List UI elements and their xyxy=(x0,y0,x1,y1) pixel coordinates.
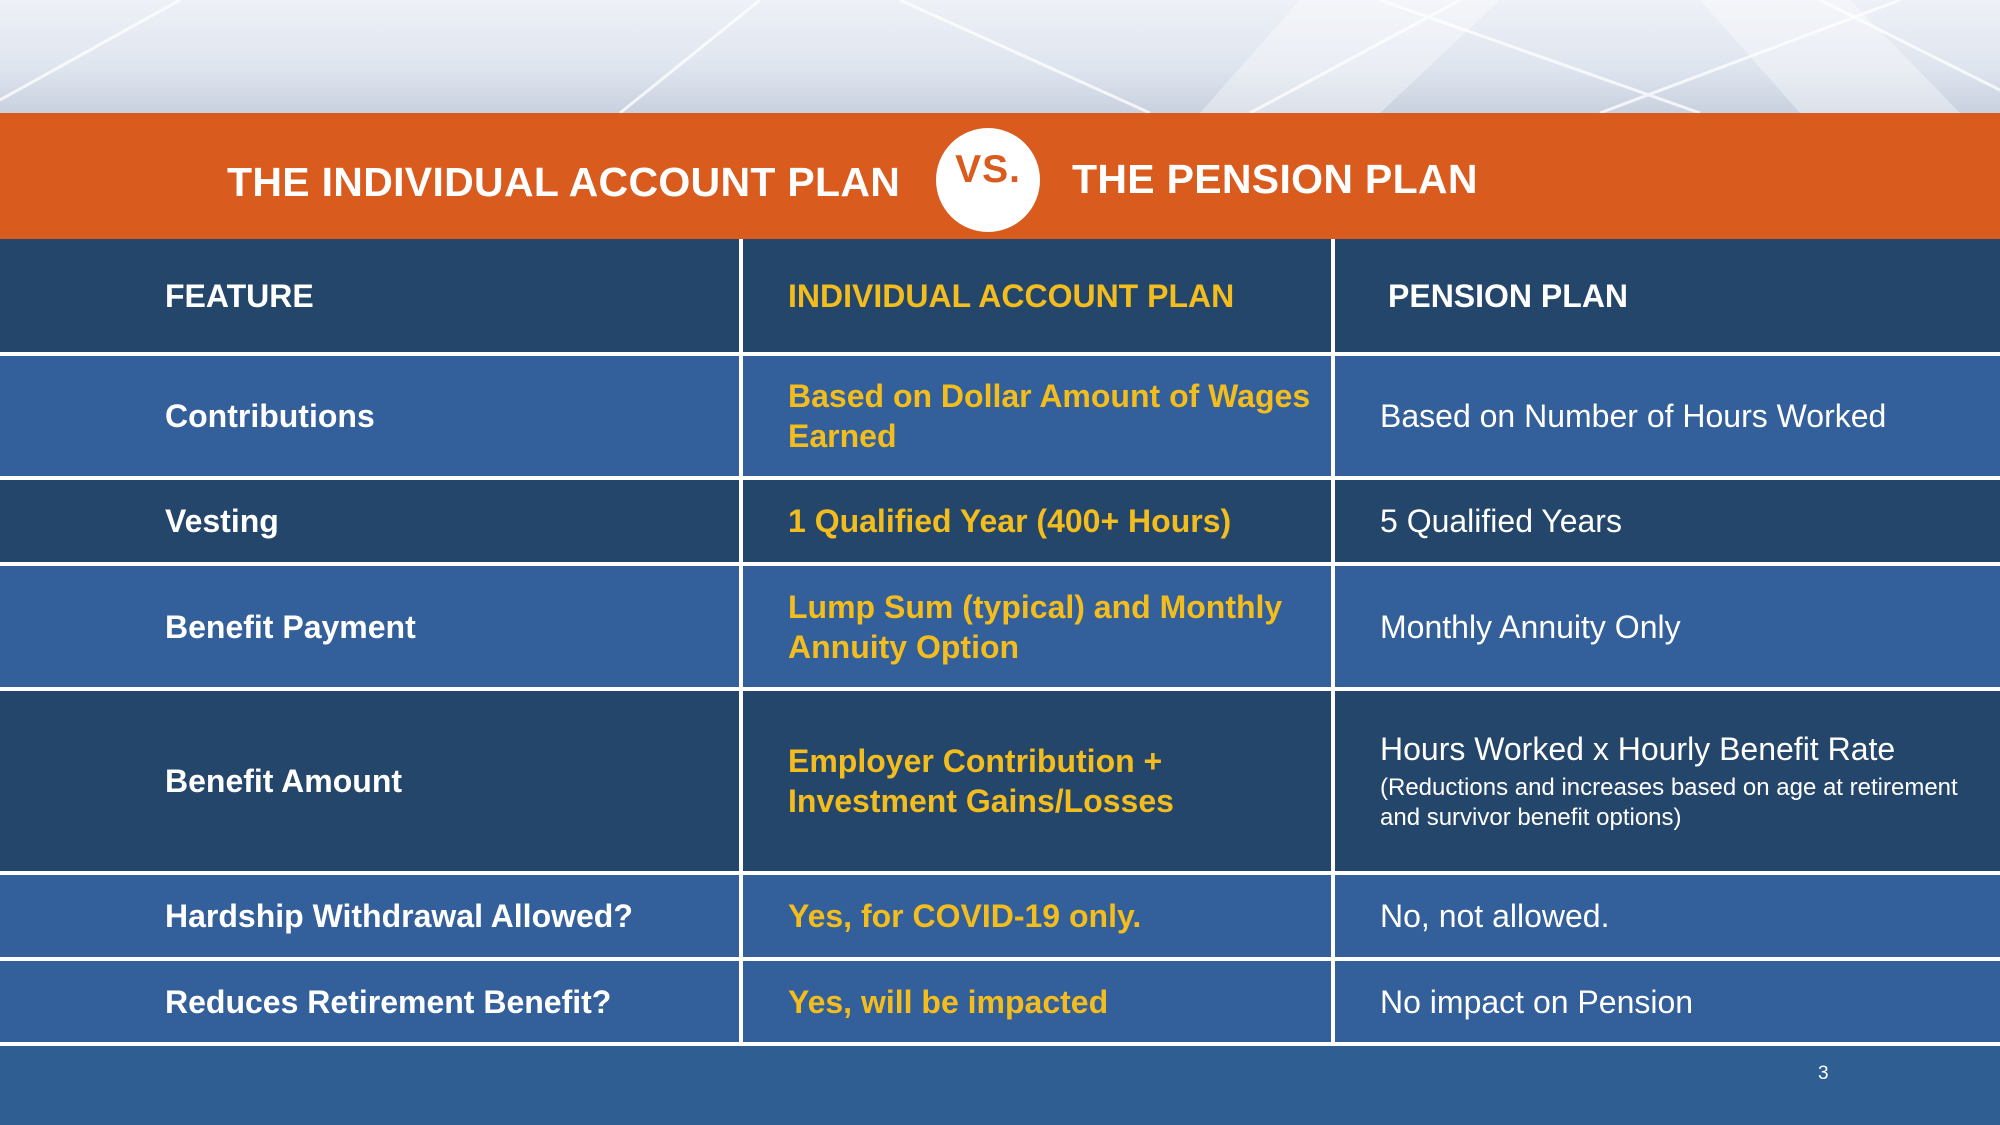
table-row-benefit-payment xyxy=(0,566,2000,691)
header-background-image xyxy=(0,0,2000,113)
individual-plan-cell: Yes, will be impacted xyxy=(743,961,1335,1042)
individual-plan-cell: Yes, for COVID-19 only. xyxy=(743,875,1335,957)
individual-plan-cell: Based on Dollar Amount of Wages Earned xyxy=(743,356,1335,476)
pension-plan-note: (Reductions and increases based on age at retirement and survivor benefit options) xyxy=(1380,774,1958,831)
individual-plan-cell: Lump Sum (typical) and Monthly Annuity Option xyxy=(743,566,1335,687)
header-pension-plan: PENSION PLAN xyxy=(1388,277,1629,314)
header-feature: FEATURE xyxy=(0,239,743,352)
table-row-benefit-amount xyxy=(0,691,2000,875)
pension-plan-cell: Monthly Annuity Only xyxy=(1380,608,1681,645)
pension-plan-cell: No impact on Pension xyxy=(1380,983,1694,1020)
comparison-table xyxy=(0,239,2000,1046)
feature-cell: Hardship Withdrawal Allowed? xyxy=(0,875,743,957)
header-individual-plan: INDIVIDUAL ACCOUNT PLAN xyxy=(743,239,1335,352)
pension-plan-title: THE PENSION PLAN xyxy=(1072,156,1478,202)
page-number: 3 xyxy=(1818,1063,1829,1084)
abstract-lines-graphic xyxy=(0,0,2000,113)
vs-label: VS. xyxy=(955,148,1021,191)
feature-cell: Contributions xyxy=(0,356,743,476)
table-row-hardship-withdrawal xyxy=(0,875,2000,961)
table-header-row xyxy=(0,239,2000,356)
table-row-contributions xyxy=(0,356,2000,480)
title-banner xyxy=(0,113,2000,239)
pension-plan-cell: No, not allowed. xyxy=(1380,898,1610,934)
pension-plan-cell: 5 Qualified Years xyxy=(1380,503,1622,539)
pension-plan-cell: Based on Number of Hours Worked xyxy=(1380,398,1887,434)
vs-badge xyxy=(936,128,1040,232)
individual-plan-title: THE INDIVIDUAL ACCOUNT PLAN xyxy=(227,159,901,205)
feature-cell: Reduces Retirement Benefit? xyxy=(0,961,743,1042)
feature-cell: Benefit Amount xyxy=(0,691,743,871)
feature-cell: Benefit Payment xyxy=(0,566,743,687)
table-row-vesting xyxy=(0,480,2000,566)
individual-plan-cell: 1 Qualified Year (400+ Hours) xyxy=(743,480,1335,562)
pension-plan-cell xyxy=(1335,691,2000,871)
pension-plan-text: Hours Worked x Hourly Benefit Rate xyxy=(1380,731,1896,767)
individual-plan-cell: Employer Contribution + Investment Gains/Losses xyxy=(743,691,1335,871)
table-row-reduces-benefit xyxy=(0,961,2000,1046)
feature-cell: Vesting xyxy=(0,480,743,562)
